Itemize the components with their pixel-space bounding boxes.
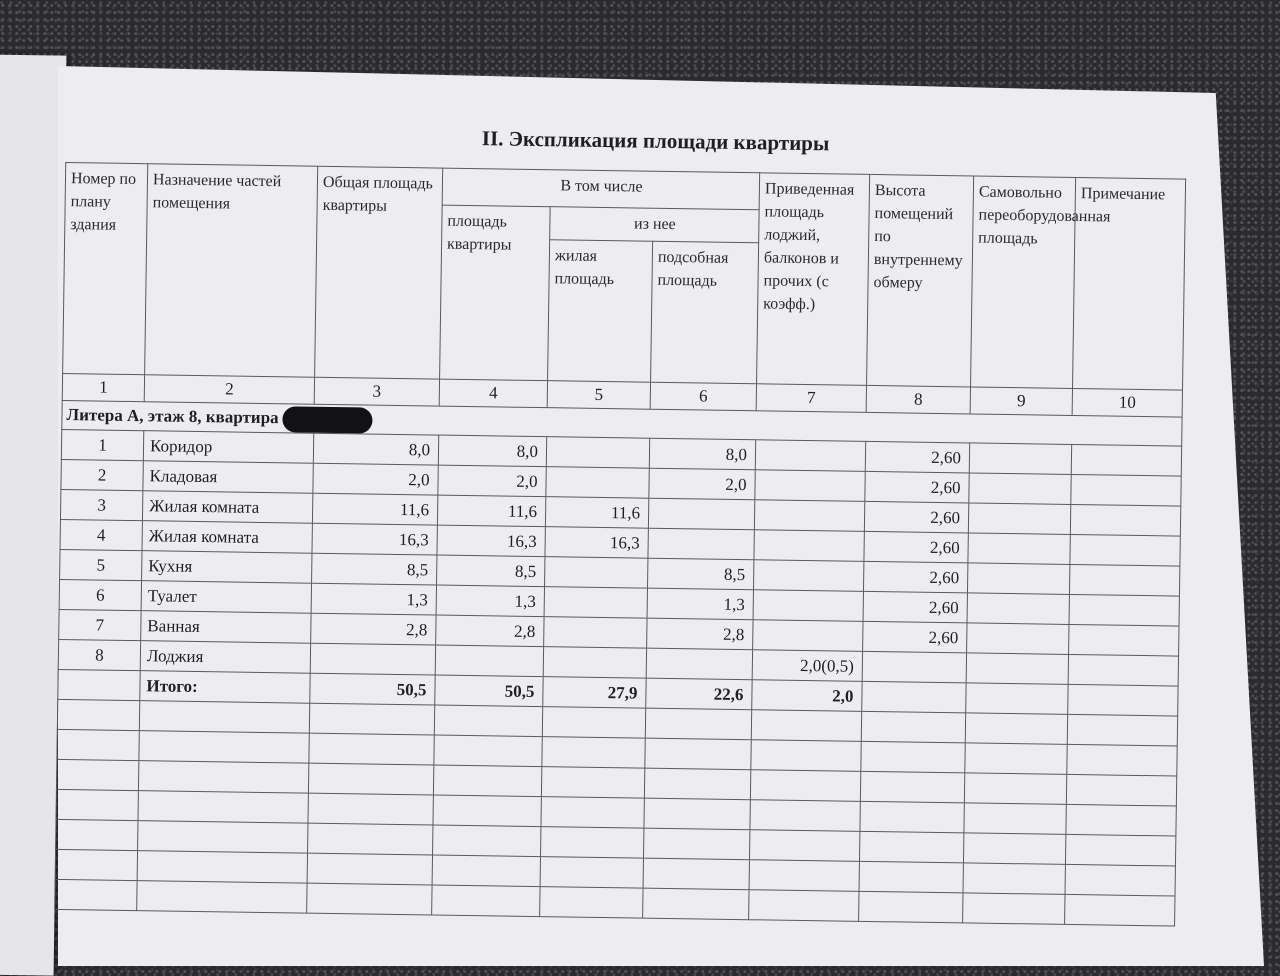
cell-loggia [754, 560, 864, 592]
empty-cell [964, 773, 1066, 805]
empty-cell [307, 883, 432, 915]
cell-loggia [754, 500, 864, 532]
column-number: 7 [756, 384, 866, 413]
empty-cell [55, 880, 137, 911]
header-room-purpose: Назначение частей помещения [145, 164, 318, 377]
empty-cell [308, 823, 433, 855]
cell-living [544, 617, 647, 649]
cell-num: 1 [61, 430, 143, 461]
empty-cell [963, 833, 1065, 865]
cell-loggia [753, 620, 863, 652]
cell-living [546, 467, 649, 499]
empty-cell [859, 891, 963, 923]
totals-loggia-area: 2,0 [752, 680, 862, 712]
cell-loggia [755, 470, 865, 502]
cell-num: 7 [59, 610, 141, 641]
cell-height: 2,60 [863, 591, 967, 623]
cell-unauthorized [968, 533, 1070, 565]
empty-cell [432, 885, 540, 917]
cell-note [1071, 445, 1181, 477]
cell-aux [648, 528, 754, 560]
cell-name: Жилая комната [142, 521, 312, 554]
empty-cell [434, 735, 542, 767]
cell-total: 2,0 [313, 463, 438, 495]
empty-cell [309, 733, 434, 765]
empty-cell [643, 858, 749, 890]
cell-name: Коридор [143, 431, 313, 464]
empty-cell [542, 737, 645, 769]
empty-cell [860, 771, 964, 803]
empty-cell [433, 765, 541, 797]
cell-note [1070, 505, 1180, 537]
empty-cell [1065, 865, 1175, 897]
empty-cell [56, 790, 138, 821]
cell-name: Кухня [142, 551, 312, 584]
empty-cell [433, 795, 541, 827]
cell-aux: 8,5 [647, 558, 753, 590]
empty-cell [57, 700, 139, 731]
empty-cell [645, 738, 751, 770]
cell-apt: 8,5 [437, 555, 545, 587]
empty-cell [308, 763, 433, 795]
cell-num: 6 [59, 580, 141, 611]
cell-note [1071, 475, 1181, 507]
section-label: Литера А, этаж 8, квартира [66, 405, 279, 428]
cell-total: 16,3 [312, 523, 437, 555]
empty-cell [433, 825, 541, 857]
empty-cell [308, 793, 433, 825]
column-number: 6 [650, 382, 756, 411]
cell-num: 8 [58, 640, 140, 671]
totals-living-area: 27,9 [543, 677, 646, 709]
totals-label: Итого: [140, 671, 310, 704]
cell-living: 11,6 [545, 497, 648, 529]
empty-cell [57, 730, 139, 761]
cell-note [1069, 565, 1179, 597]
empty-cell [138, 791, 308, 824]
cell-aux: 2,0 [649, 468, 755, 500]
cell-height: 2,60 [865, 441, 969, 473]
cell-loggia [753, 590, 863, 622]
header-apartment-area: площадь квартиры [440, 205, 551, 381]
cell-total: 8,0 [313, 433, 438, 465]
cell-apt: 16,3 [437, 525, 545, 557]
header-living-area: жилая площадь [548, 240, 653, 383]
cell-unauthorized [967, 623, 1069, 655]
cell-total: 11,6 [312, 493, 437, 525]
totals-height [862, 681, 966, 713]
cell-total [310, 643, 435, 675]
empty-cell [859, 861, 963, 893]
empty-cell [434, 705, 542, 737]
header-note: Примечание [1073, 177, 1186, 390]
empty-cell [750, 770, 860, 802]
cell-unauthorized [967, 593, 1069, 625]
empty-cell [751, 740, 861, 772]
empty-cell [137, 851, 307, 884]
cell-living [543, 647, 646, 679]
empty-cell [541, 827, 644, 859]
totals-total-area: 50,5 [310, 673, 435, 705]
cell-name: Туалет [141, 581, 311, 614]
column-number: 2 [144, 375, 314, 405]
cell-unauthorized [966, 653, 1068, 685]
cell-name: Лоджия [140, 641, 310, 674]
empty-cell [138, 821, 308, 854]
cell-living [546, 437, 649, 469]
empty-cell [749, 890, 859, 922]
cell-height: 2,60 [864, 501, 968, 533]
empty-cell [643, 828, 749, 860]
header-room-number: Номер по плану здания [63, 163, 148, 375]
cell-aux: 1,3 [647, 588, 753, 620]
cell-note [1068, 655, 1178, 687]
empty-cell [963, 863, 1065, 895]
empty-cell [750, 800, 860, 832]
totals-apartment-area: 50,5 [435, 675, 543, 707]
cell-unauthorized [969, 473, 1071, 505]
empty-cell [541, 797, 644, 829]
header-auxiliary-area: подсобная площадь [651, 241, 759, 384]
empty-cell [749, 830, 859, 862]
cell-height: 2,60 [864, 531, 968, 563]
totals-note [1068, 685, 1178, 717]
empty-cell [139, 701, 309, 734]
cell-loggia [755, 440, 865, 472]
column-number: 5 [547, 381, 650, 410]
empty-cell [645, 708, 751, 740]
empty-cell [963, 893, 1065, 925]
cell-apt: 8,0 [438, 435, 546, 467]
header-total-area: Общая площадь квартиры [315, 166, 443, 379]
empty-cell [1065, 895, 1175, 927]
empty-cell [644, 768, 750, 800]
cell-aux [648, 498, 754, 530]
empty-cell [860, 801, 964, 833]
empty-cell [139, 731, 309, 764]
cell-apt: 1,3 [436, 585, 544, 617]
empty-cell [965, 743, 1067, 775]
cell-total: 1,3 [311, 583, 436, 615]
column-number: 8 [866, 385, 970, 414]
cell-num: 4 [60, 520, 142, 551]
empty-cell [1067, 745, 1177, 777]
empty-cell [432, 855, 540, 887]
cell-note [1070, 535, 1180, 567]
empty-cell [1066, 805, 1176, 837]
column-number: 1 [62, 373, 144, 401]
cell-total: 8,5 [312, 553, 437, 585]
cell-unauthorized [968, 503, 1070, 535]
empty-cell [541, 767, 644, 799]
header-unauthorized-area: Самовольно переоборудованная площадь [971, 176, 1076, 388]
cell-apt: 11,6 [437, 495, 545, 527]
empty-cell [751, 710, 861, 742]
totals-unauthorized [966, 683, 1068, 715]
empty-cell [861, 711, 965, 743]
cell-num: 2 [61, 460, 143, 491]
empty-cell [540, 857, 643, 889]
cell-aux [646, 648, 752, 680]
column-number: 9 [970, 387, 1072, 416]
empty-cell [1066, 775, 1176, 807]
cell-note [1069, 595, 1179, 627]
cell-name: Ванная [141, 611, 311, 644]
empty-cell [1065, 835, 1175, 867]
totals-num [58, 670, 140, 701]
header-loggia-area: Приведенная площадь лоджий, балконов и прочих (с коэфф.) [757, 173, 870, 386]
empty-cell [542, 707, 645, 739]
empty-cell [964, 803, 1066, 835]
cell-unauthorized [967, 563, 1069, 595]
cell-aux: 2,8 [647, 618, 753, 650]
cell-loggia [754, 530, 864, 562]
column-number: 4 [439, 379, 547, 408]
totals-auxiliary-area: 22,6 [646, 678, 752, 710]
cell-name: Кладовая [143, 461, 313, 494]
empty-cell [644, 798, 750, 830]
cell-total: 2,8 [311, 613, 436, 645]
cell-living [545, 557, 648, 589]
empty-cell [309, 703, 434, 735]
area-explication-table [54, 162, 1186, 927]
empty-cell [965, 713, 1067, 745]
empty-cell [861, 741, 965, 773]
header-group-of-which: из нее [550, 207, 759, 243]
column-number: 3 [314, 377, 439, 406]
cell-height: 2,60 [863, 621, 967, 653]
cell-height: 2,60 [865, 471, 969, 503]
cell-unauthorized [969, 443, 1071, 475]
cell-height: 2,60 [863, 561, 967, 593]
empty-cell [749, 860, 859, 892]
cell-apt: 2,0 [438, 465, 546, 497]
document-content [54, 112, 1206, 927]
empty-cell [138, 761, 308, 794]
cell-num: 5 [60, 550, 142, 581]
cell-apt: 2,8 [436, 615, 544, 647]
header-height: Высота помещений по внутреннему обмеру [867, 174, 974, 387]
cell-apt [435, 645, 543, 677]
empty-cell [137, 881, 307, 914]
header-group-including: В том числе [442, 168, 760, 210]
empty-cell [643, 888, 749, 920]
empty-cell [1067, 715, 1177, 747]
empty-cell [859, 831, 963, 863]
empty-cell [55, 850, 137, 881]
redaction-mark [282, 406, 372, 433]
cell-loggia: 2,0(0,5) [752, 650, 862, 682]
cell-name: Жилая комната [142, 491, 312, 524]
column-number: 10 [1072, 388, 1182, 417]
cell-living [544, 587, 647, 619]
cell-living: 16,3 [545, 527, 648, 559]
empty-cell [56, 820, 138, 851]
cell-note [1069, 625, 1179, 657]
empty-cell [56, 760, 138, 791]
cell-aux: 8,0 [649, 438, 755, 470]
empty-cell [307, 853, 432, 885]
page-title: II. Экспликация площади квартиры [481, 126, 830, 156]
cell-height [862, 651, 966, 683]
cell-num: 3 [60, 490, 142, 521]
empty-cell [540, 887, 643, 919]
